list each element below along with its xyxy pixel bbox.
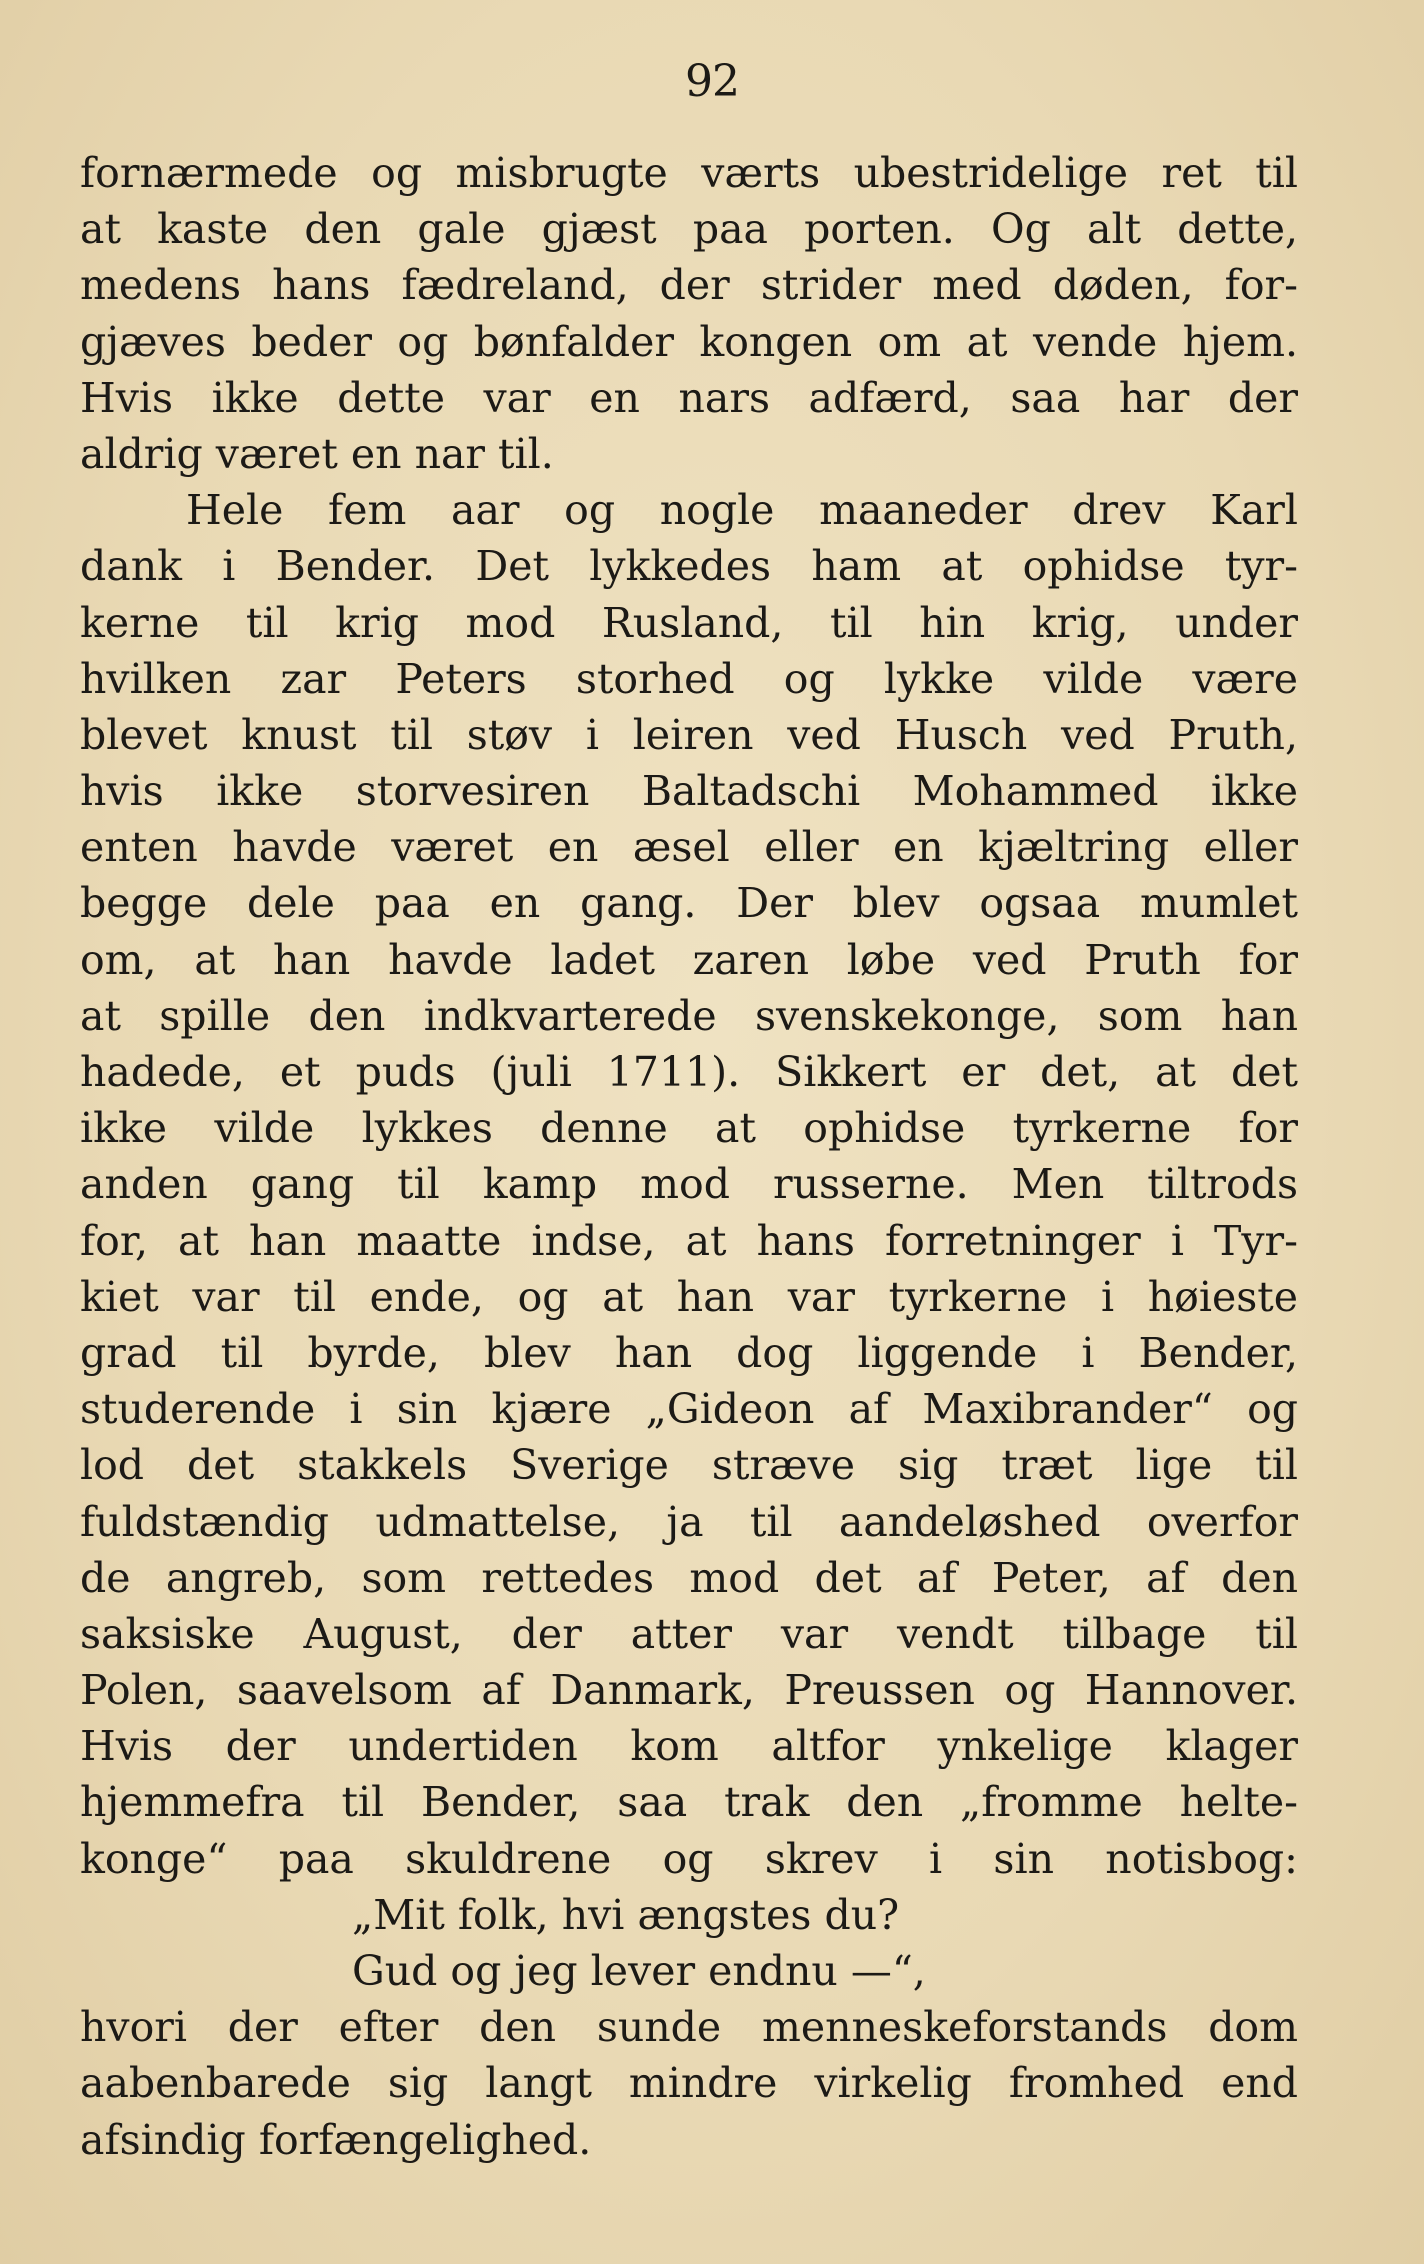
text-line: de angreb, som rettedes mod det af Peter, af den xyxy=(80,1553,1298,1602)
text-line: kiet var til ende, og at han var tyrkerne i høieste xyxy=(80,1272,1298,1321)
text-line: ikke vilde lykkes denne at ophidse tyrkerne for xyxy=(80,1104,1298,1153)
text-line: aldrig været en nar til. xyxy=(80,429,554,478)
text-line: fuldstændig udmattelse, ja til aandeløshed overfor xyxy=(80,1497,1298,1546)
text-line: kerne til krig mod Rusland, til hin krig, under xyxy=(80,598,1298,647)
text-line: om, at han havde ladet zaren løbe ved Pruth for xyxy=(80,935,1298,984)
text-line: hadede, et puds (juli 1711). Sikkert er det, at det xyxy=(80,1048,1298,1096)
text-line: blevet knust til støv i leiren ved Husch ved Pruth, xyxy=(80,710,1298,759)
text-line: fornærmede og misbrugte værts ubestridelige ret til xyxy=(80,149,1298,197)
text-line: hvis ikke storvesiren Baltadschi Mohammed ikke xyxy=(80,767,1298,816)
verse-line: „Mit folk, hvi ængstes du? xyxy=(352,1890,900,1939)
text-line: Hele fem aar og nogle maaneder drev Karl xyxy=(186,486,1298,535)
text-line: dank i Bender. Det lykkedes ham at ophidse tyr- xyxy=(80,542,1298,591)
text-line: enten havde været en æsel eller en kjæltring eller xyxy=(80,823,1298,872)
text-line: konge“ paa skuldrene og skrev i sin notisbog: xyxy=(80,1834,1298,1883)
text-line: grad til byrde, blev han dog liggende i Bender, xyxy=(80,1328,1298,1377)
text-line: saksiske August, der atter var vendt tilbage til xyxy=(80,1609,1298,1658)
text-line: for, at han maatte indse, at hans forretninger i Tyr- xyxy=(80,1216,1298,1265)
text-line: at kaste den gale gjæst paa porten. Og alt dette, xyxy=(80,205,1298,254)
text-line: at spille den indkvarterede svenskekonge, som han xyxy=(80,991,1298,1040)
text-line: begge dele paa en gang. Der blev ogsaa mumlet xyxy=(80,879,1298,928)
text-line: anden gang til kamp mod russerne. Men tiltrods xyxy=(80,1160,1298,1209)
text-line: afsindig forfængelighed. xyxy=(80,2115,592,2164)
text-line: Hvis der undertiden kom altfor ynkelige klager xyxy=(80,1722,1298,1771)
text-line: hvilken zar Peters storhed og lykke vilde være xyxy=(80,654,1298,703)
text-line: hjemmefra til Bender, saa trak den „fromme helte- xyxy=(80,1778,1298,1827)
text-line: hvori der efter den sunde menneskeforstands dom xyxy=(80,2003,1298,2052)
text-line: Hvis ikke dette var en nars adfærd, saa har der xyxy=(80,373,1298,422)
text-line: lod det stakkels Sverige stræve sig træt lige til xyxy=(80,1441,1298,1490)
page-number: 92 xyxy=(685,56,739,107)
text-line: medens hans fædreland, der strider med døden, for- xyxy=(80,261,1298,310)
text-line: aabenbarede sig langt mindre virkelig fromhed end xyxy=(80,2059,1298,2108)
verse-line: Gud og jeg lever endnu —“, xyxy=(352,1947,926,1995)
text-line: gjæves beder og bønfalder kongen om at vende hjem. xyxy=(80,317,1298,366)
text-line: studerende i sin kjære „Gideon af Maxibrander“ og xyxy=(80,1385,1298,1434)
body-text xyxy=(80,145,1298,2168)
text-line: Polen, saavelsom af Danmark, Preussen og Hannover. xyxy=(80,1666,1298,1715)
